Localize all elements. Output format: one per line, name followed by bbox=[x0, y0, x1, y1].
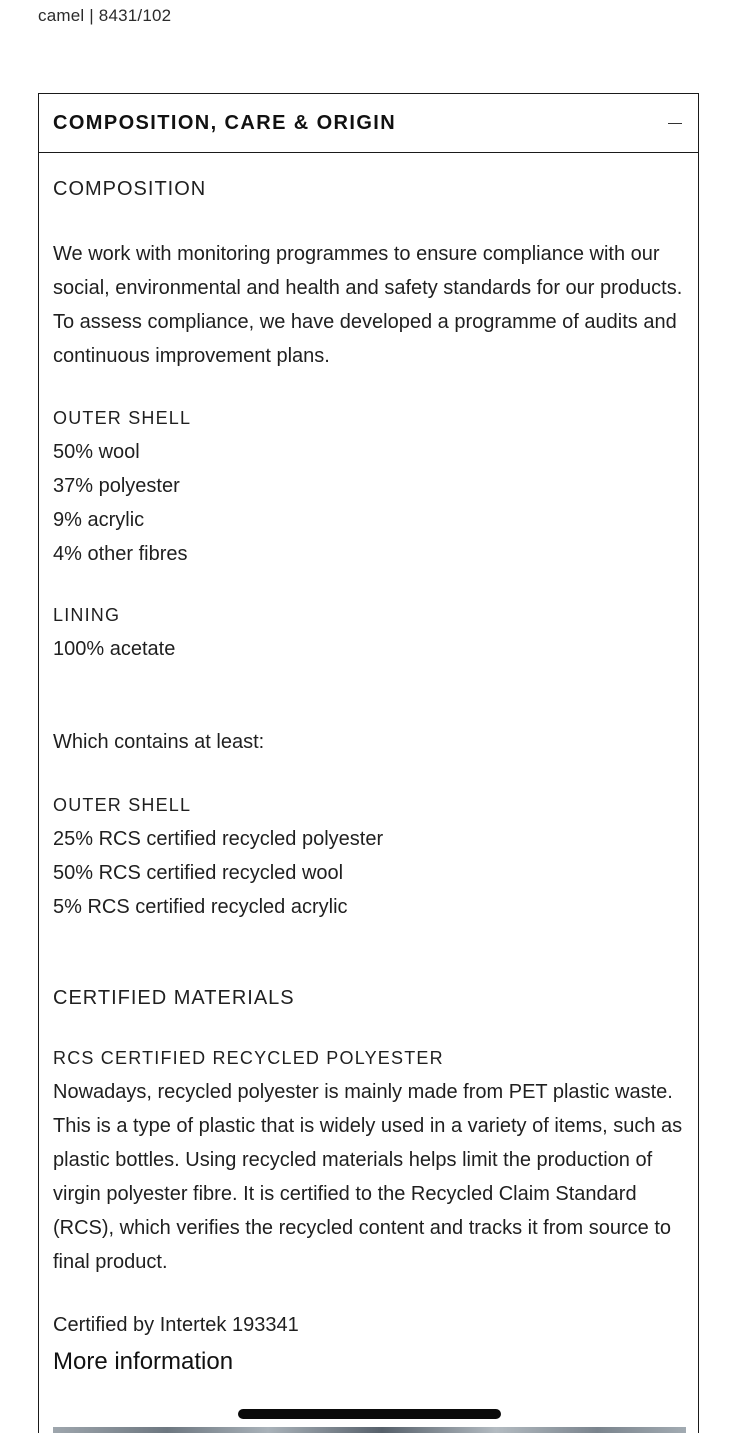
outer-shell-list bbox=[53, 435, 188, 571]
list-item: 4% other fibres bbox=[53, 543, 188, 565]
accordion-title: COMPOSITION, CARE & ORIGIN bbox=[53, 111, 397, 134]
list-item: 50% RCS certified recycled wool bbox=[53, 862, 344, 884]
list-item: 100% acetate bbox=[53, 638, 176, 660]
outer-shell-label: OUTER SHELL bbox=[53, 408, 192, 428]
product-image bbox=[53, 1427, 686, 1433]
accordion-header[interactable] bbox=[39, 94, 698, 153]
composition-heading: COMPOSITION bbox=[53, 178, 207, 200]
contains-label: Which contains at least: bbox=[53, 731, 265, 753]
material-title: RCS CERTIFIED RECYCLED POLYESTER bbox=[53, 1048, 444, 1068]
home-indicator[interactable] bbox=[238, 1409, 501, 1419]
lining-list bbox=[53, 632, 175, 666]
list-item: 50% wool bbox=[53, 441, 140, 463]
composition-care-origin-panel bbox=[38, 93, 699, 1433]
product-variant-label: camel | 8431/102 bbox=[38, 6, 172, 25]
recycled-outer-shell-list bbox=[53, 822, 383, 924]
list-item: 5% RCS certified recycled acrylic bbox=[53, 896, 348, 918]
more-information-link[interactable]: More information bbox=[53, 1348, 234, 1375]
list-item: 9% acrylic bbox=[53, 509, 145, 531]
material-description: Nowadays, recycled polyester is mainly made from PET plastic waste. This is a type of plastic that is widely used in a variety of items, such as plastic bottles. Using recycled materials helps limit the production of virgin polyester fibre. It is certified to the Recycled Claim Standard (RCS), which verifies the recycled content and tracks it from source to final product. bbox=[53, 1081, 683, 1273]
certified-materials-heading: CERTIFIED MATERIALS bbox=[53, 987, 295, 1009]
lining-label: LINING bbox=[53, 605, 121, 625]
composition-intro: We work with monitoring programmes to ensure compliance with our social, environmental and health and safety standards for our products. To assess compliance, we have developed a programme of audits and continuous improvement plans. bbox=[53, 243, 683, 367]
recycled-outer-shell-label: OUTER SHELL bbox=[53, 795, 192, 815]
minus-icon[interactable] bbox=[668, 123, 682, 124]
list-item: 25% RCS certified recycled polyester bbox=[53, 828, 384, 850]
list-item: 37% polyester bbox=[53, 475, 180, 497]
certifier-text: Certified by Intertek 193341 bbox=[53, 1314, 299, 1336]
